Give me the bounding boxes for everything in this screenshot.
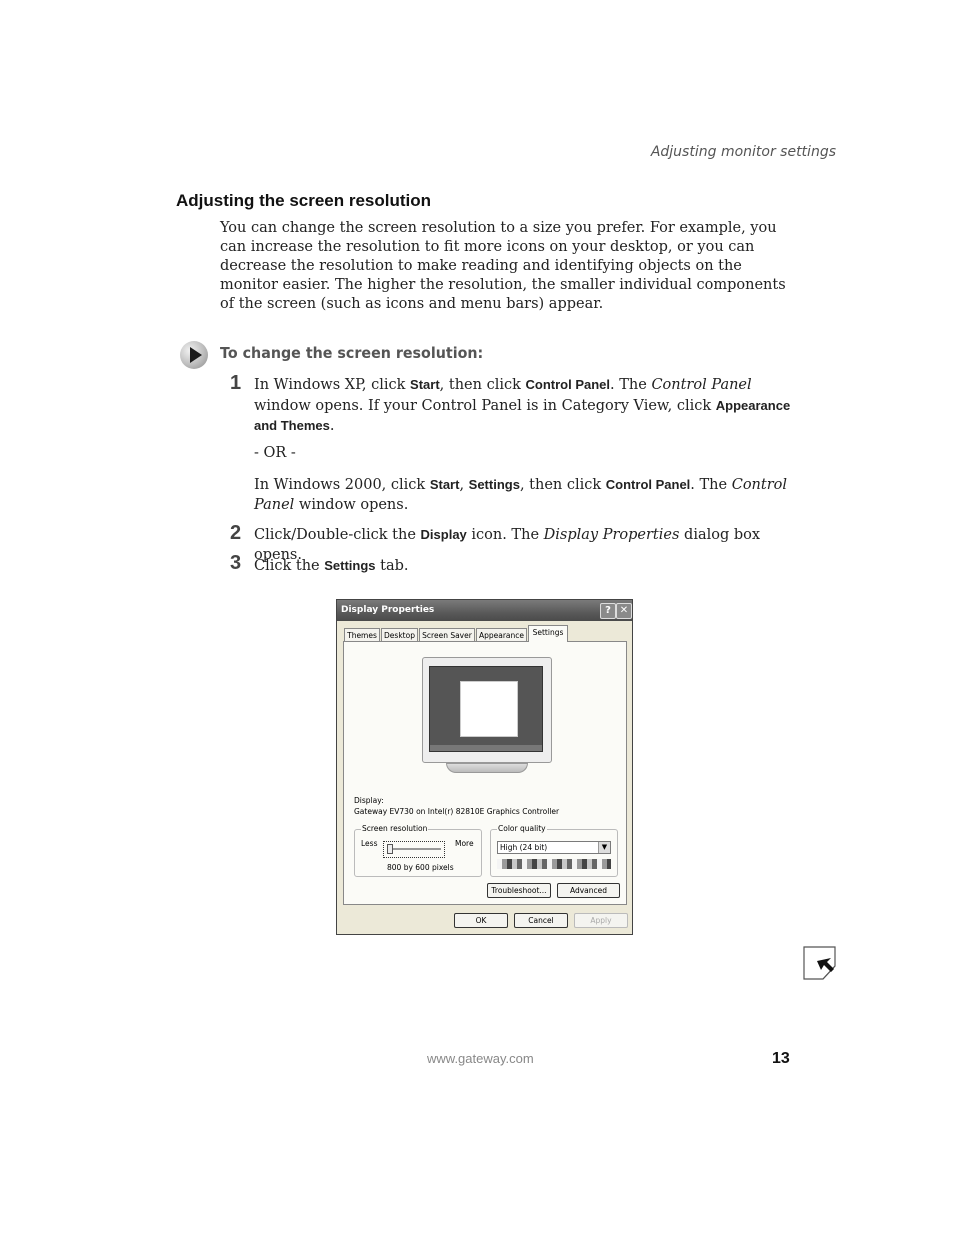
color-quality-label: Color quality bbox=[498, 824, 546, 833]
display-label: Display: bbox=[354, 796, 384, 805]
text-run: , then click bbox=[519, 477, 606, 493]
window-name: Control Panel bbox=[651, 377, 752, 393]
settings-panel bbox=[343, 641, 627, 905]
text-run: tab. bbox=[375, 558, 409, 574]
preview-taskbar bbox=[430, 745, 542, 751]
apply-button[interactable]: Apply bbox=[574, 913, 628, 928]
step-number: 2 bbox=[230, 522, 242, 544]
ui-term: Control Panel bbox=[525, 377, 611, 392]
intro-paragraph: You can change the screen resolution to a size you prefer. For example, you can increase the resolution to fit more icons on your desktop, or you can decrease the resolution to make reading and identifying objects on the monitor easier. The higher the resolution, the smaller individual components of the screen (such as icons and menu bars) appear. bbox=[220, 220, 786, 312]
color-quality-group bbox=[490, 824, 618, 877]
troubleshoot-button[interactable]: Troubleshoot... bbox=[487, 883, 551, 898]
dialog-title: Display Properties bbox=[341, 605, 435, 615]
display-properties-dialog bbox=[336, 599, 633, 935]
tab-settings[interactable]: Settings bbox=[528, 625, 568, 642]
step-text bbox=[254, 375, 799, 437]
procedure-title: To change the screen resolution: bbox=[220, 344, 484, 362]
ui-term: Start bbox=[429, 477, 460, 492]
preview-window bbox=[460, 681, 518, 737]
screen-resolution-group bbox=[354, 824, 482, 877]
monitor-preview bbox=[422, 657, 552, 763]
ui-term: Control Panel bbox=[605, 477, 691, 492]
display-value: Gateway EV730 on Intel(r) 82810E Graphics Controller bbox=[354, 807, 560, 816]
tab-appearance[interactable]: Appearance bbox=[476, 628, 527, 641]
window-name: Control Panel bbox=[254, 477, 788, 513]
color-quality-select[interactable] bbox=[497, 841, 611, 854]
step-number: 3 bbox=[230, 552, 242, 574]
color-quality-value: High (24 bit) bbox=[500, 843, 548, 852]
procedure-arrow-icon bbox=[180, 341, 208, 369]
or-separator: - OR - bbox=[254, 445, 296, 461]
ui-term: Settings bbox=[324, 558, 376, 573]
dialog-titlebar bbox=[337, 600, 632, 621]
text-run: . The bbox=[690, 477, 732, 493]
text-run: icon. The bbox=[466, 527, 544, 543]
ui-term: Start bbox=[410, 377, 440, 392]
text-run: dialog box opens. bbox=[254, 527, 761, 563]
screen-resolution-label: Screen resolution bbox=[362, 824, 428, 833]
advanced-button[interactable]: Advanced bbox=[557, 883, 620, 898]
text-run: . bbox=[329, 418, 335, 434]
text-run: , bbox=[459, 477, 469, 493]
ok-button[interactable]: OK bbox=[454, 913, 508, 928]
text-run: In Windows 2000, click bbox=[254, 477, 430, 493]
page-number: 13 bbox=[772, 1050, 790, 1067]
text-run: window opens. If your Control Panel is in Category View, click bbox=[254, 397, 716, 414]
monitor-screen bbox=[429, 666, 543, 752]
footer-url: www.gateway.com bbox=[427, 1051, 534, 1066]
text-run: In Windows XP, click bbox=[254, 377, 411, 393]
tab-themes[interactable]: Themes bbox=[344, 628, 380, 641]
help-button[interactable]: ? bbox=[600, 603, 616, 619]
step-text bbox=[254, 556, 799, 577]
page-corner-arrow-icon bbox=[803, 946, 836, 980]
section-title: Adjusting the screen resolution bbox=[176, 191, 432, 210]
slider-thumb[interactable] bbox=[387, 844, 393, 854]
color-sample-bar bbox=[497, 859, 611, 869]
resolution-slider[interactable] bbox=[383, 841, 445, 858]
window-name: Display Properties bbox=[543, 527, 680, 543]
step-text bbox=[254, 475, 799, 515]
text-run: Click/Double-click the bbox=[254, 527, 421, 543]
text-run: window opens. bbox=[294, 496, 409, 513]
resolution-value: 800 by 600 pixels bbox=[387, 863, 454, 872]
tab-desktop[interactable]: Desktop bbox=[381, 628, 418, 641]
chevron-down-icon[interactable]: ▼ bbox=[598, 842, 610, 853]
running-head: Adjusting monitor settings bbox=[650, 144, 836, 160]
cancel-button[interactable]: Cancel bbox=[514, 913, 568, 928]
ui-term: Display bbox=[420, 527, 467, 542]
text-run: Click the bbox=[254, 558, 325, 574]
more-label: More bbox=[455, 839, 474, 848]
tab-screen-saver[interactable]: Screen Saver bbox=[419, 628, 475, 641]
less-label: Less bbox=[361, 839, 378, 848]
step-number: 1 bbox=[230, 372, 242, 394]
ui-term: Appearance and Themes bbox=[254, 397, 791, 433]
slider-track bbox=[389, 848, 441, 850]
monitor-base bbox=[446, 763, 528, 773]
close-button[interactable]: ✕ bbox=[616, 603, 632, 619]
monitor-frame bbox=[422, 657, 552, 763]
ui-term: Settings bbox=[468, 477, 520, 492]
text-run: , then click bbox=[439, 377, 526, 393]
text-run: . The bbox=[610, 377, 652, 393]
